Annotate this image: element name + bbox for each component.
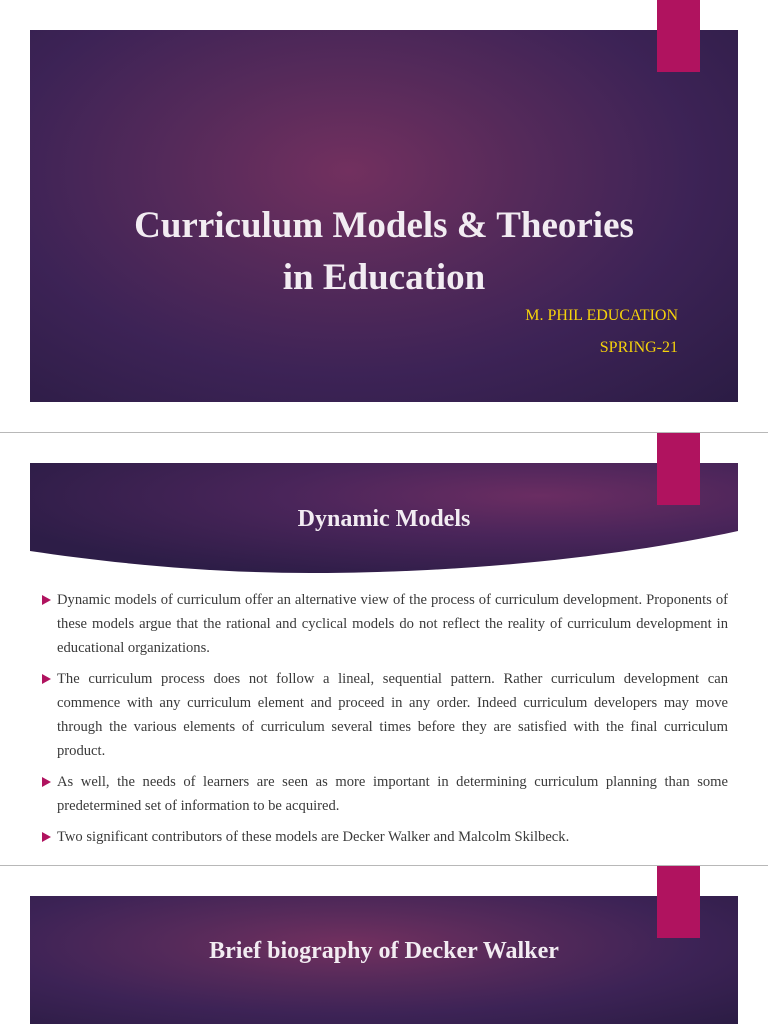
title-line-1: Curriculum Models & Theories	[134, 205, 634, 246]
bullet-list	[38, 588, 728, 856]
list-item	[38, 825, 728, 849]
bullet-text: As well, the needs of learners are seen as more important in determining curriculum planning than some predetermined set of information to be acquired.	[57, 774, 728, 814]
biography-slide	[0, 866, 768, 1024]
bullet-text: Dynamic models of curriculum offer an alternative view of the process of curriculum development. Proponents of these models argue that the rational and cyclical models do not reflect the reality of curriculum development in educational organizations.	[57, 592, 728, 656]
triangle-bullet-icon	[42, 595, 51, 605]
accent-tab	[657, 433, 700, 505]
list-item	[38, 588, 728, 660]
slide-section-title: Brief biography of Decker Walker	[209, 938, 559, 964]
triangle-bullet-icon	[42, 674, 51, 684]
slide-header-band	[30, 463, 738, 578]
slide-subtitle-term: SPRING-21	[599, 339, 678, 356]
slide-header-band	[30, 896, 738, 1024]
bullet-text: Two significant contributors of these models are Decker Walker and Malcolm Skilbeck.	[57, 829, 570, 845]
title-slide	[30, 30, 738, 402]
triangle-bullet-icon	[42, 777, 51, 787]
slide-subtitle-program: M. PHIL EDUCATION	[525, 307, 678, 324]
accent-tab	[657, 0, 700, 72]
list-item	[38, 667, 728, 763]
slide-section-title: Dynamic Models	[297, 506, 471, 532]
accent-tab	[657, 866, 700, 938]
bullet-text: The curriculum process does not follow a lineal, sequential pattern. Rather curriculum development can commence with any curriculum element and proceed in any order. Indeed curriculum developers may move through the various elements of curriculum several times before they are satisfied with the final curriculum product.	[57, 671, 728, 759]
slide-main-title	[30, 200, 738, 304]
list-item	[38, 770, 728, 818]
title-line-2: in Education	[282, 257, 486, 298]
dynamic-models-slide	[0, 433, 768, 865]
triangle-bullet-icon	[42, 832, 51, 842]
